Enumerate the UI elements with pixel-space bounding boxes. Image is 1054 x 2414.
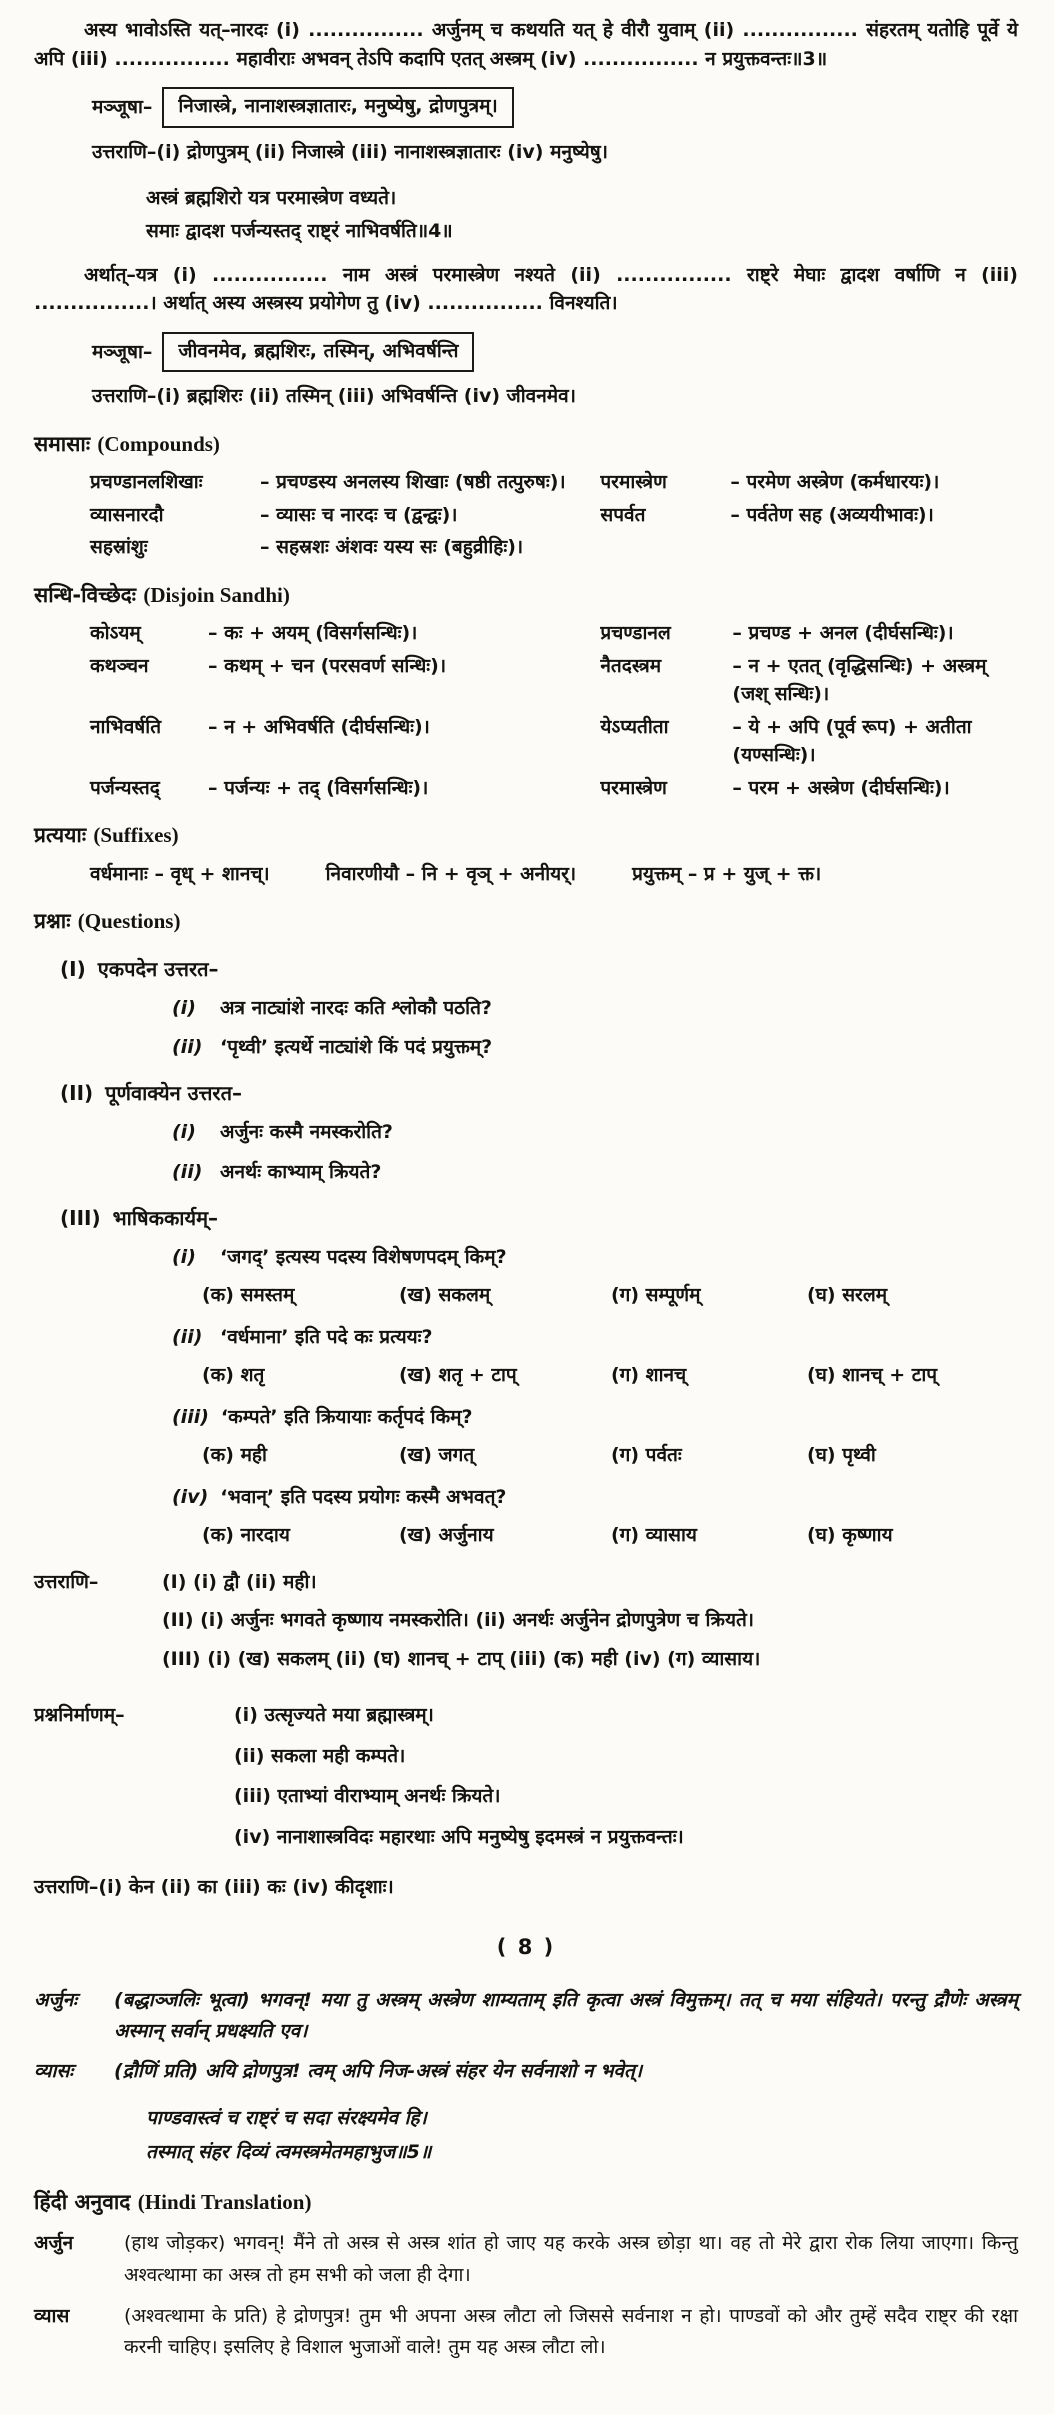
translation-vyasa (34, 2301, 1018, 2364)
manjusha-word-box: निजास्त्रे, नानाशस्त्रज्ञातारः, मनुष्येषु, द्रोणपुत्रम्। (162, 87, 513, 128)
question-item (172, 1242, 1018, 1272)
sandhi-entry (90, 619, 600, 648)
answers-line: (I) (i) द्वौ (ii) मही। (162, 1570, 317, 1593)
option: (क) मही (202, 1444, 267, 1467)
suffix-entry (632, 860, 821, 889)
term: सहस्रांशुः (90, 536, 148, 558)
shloka-4 (146, 182, 1018, 249)
compounds-table (90, 468, 1018, 562)
question-number: (ii) (172, 1160, 203, 1183)
option: (ग) शानच् (611, 1364, 687, 1387)
suffixes-row (90, 860, 1018, 889)
manjusha-row-2 (92, 332, 1018, 373)
group-title: भाषिककार्यम्– (112, 1206, 219, 1231)
table-row (90, 774, 1018, 803)
option: (ग) सम्पूर्णम् (611, 1284, 701, 1307)
heading-devanagari: सन्धि-विच्छेदः (34, 582, 137, 607)
question-formation-line: (iii) एताभ्यां वीराभ्याम् अनर्थः क्रियते। (234, 1785, 501, 1808)
sandhi-entry (600, 713, 1018, 770)
compounds-section-heading (34, 429, 1018, 461)
definition: – कथम् + चन (परसवर्ण सन्धिः)। (208, 654, 447, 677)
heading-devanagari: हिंदी अनुवाद (34, 2189, 131, 2214)
option: (क) समस्तम् (202, 1284, 295, 1307)
heading-devanagari: समासाः (34, 431, 91, 456)
answers-line-2: उत्तराणि–(i) ब्रह्मशिरः (ii) तस्मिन् (iii) अभिवर्षन्ति (iv) जीवनमेव। (92, 385, 576, 407)
option: (घ) कृष्णाय (807, 1524, 893, 1547)
question-text: अर्जुनः कस्मै नमस्करोति? (220, 1121, 393, 1144)
heading-english: (Hindi Translation) (137, 2189, 312, 2214)
term: प्रयुक्तम् (632, 862, 682, 885)
definition: – पर्वतेण सह (अव्ययीभावः)। (730, 503, 934, 526)
compound-entry (90, 468, 600, 497)
hindi-translation-heading (34, 2187, 1018, 2219)
question-number: (i) (172, 1121, 196, 1144)
question-item (172, 1322, 1018, 1352)
term: सपर्वत (600, 503, 646, 526)
option: (ख) जगत् (399, 1444, 475, 1467)
group-number: (III) (60, 1206, 101, 1231)
compound-entry (600, 533, 1018, 562)
option: (क) शतृ (202, 1364, 265, 1387)
question-formation-label: प्रश्ननिर्माणम्– (34, 1704, 125, 1727)
mcq-options (202, 1281, 1018, 1310)
answers-label: उत्तराणि– (34, 1570, 99, 1593)
compound-entry (90, 533, 600, 562)
heading-devanagari: प्रश्नाः (34, 909, 71, 933)
question-text: ‘जगद्’ इत्यस्य पदस्य विशेषणपदम् किम्? (220, 1246, 507, 1269)
sandhi-entry (600, 774, 1018, 803)
definition: – व्यासः च नारदः च (द्वन्द्वः)। (260, 503, 458, 526)
fill-in-paragraph-verse3: अस्य भावोऽस्ति यत्–नारदः (i) ................ अर्जुनम् च कथयति यत् हे वीरौ युवाम् (ii) ................ संहरतम् यतोहि पूर्वे ये अपि (iii) ................ महावीराः अभवन् तेऽपि कदापि एतत् अस्त्रम् (iv) ................ न प्रयुक्तवन्तः॥3॥ (34, 19, 1018, 70)
group-title: पूर्णवाक्येन उत्तरत– (105, 1081, 243, 1106)
table-row (90, 652, 1018, 709)
question-group-heading (60, 1078, 1018, 1108)
term: नाभिवर्षति (90, 715, 162, 738)
speaker-name: व्यासः (34, 2059, 74, 2082)
definition: – परम + अस्त्रेण (दीर्घसन्धिः)। (732, 776, 950, 799)
fill-in-paragraph-meaning: अर्थात्–यत्र (i) ................ नाम अस्त्रं परमास्त्रेण नश्यते (ii) ................ राष्ट्रे मेघाः द्वादश वर्षाणि न (iii) ................। अर्थात् अस्य अस्त्रस्य प्रयोगेण तु (iv) ................ विनश्यति। (34, 263, 1018, 314)
question-group-2 (34, 1078, 1018, 1187)
manjusha-label: मञ्जूषा– (92, 340, 153, 363)
manjusha-row-1 (92, 87, 1018, 128)
question-text: अनर्थः काभ्याम् क्रियते? (220, 1160, 382, 1183)
definition: – परमेण अस्त्रेण (कर्मधारयः)। (730, 471, 940, 493)
group-number: (II) (60, 1081, 94, 1106)
manjusha-word-box: जीवनमेव, ब्रह्मशिरः, तस्मिन्, अभिवर्षन्ति (162, 332, 474, 373)
option: (ख) शतृ + टाप् (399, 1364, 517, 1387)
definition: – प्र + युज् + क्त। (687, 862, 822, 885)
table-row (90, 533, 1018, 562)
group-title: एकपदेन उत्तरत– (97, 956, 219, 981)
question-number: (iv) (172, 1485, 209, 1508)
term: निवारणीयौ (325, 862, 399, 885)
table-row (90, 713, 1018, 770)
sandhi-entry (90, 652, 600, 709)
sandhi-entry (90, 713, 600, 770)
question-text: ‘वर्धमाना’ इति पदे कः प्रत्ययः? (220, 1325, 433, 1348)
mcq-options (202, 1441, 1018, 1470)
suffix-entry (90, 860, 270, 889)
sandhi-entry (600, 619, 1018, 648)
heading-english: (Compounds) (97, 431, 220, 456)
question-item (172, 1402, 1018, 1432)
question-number: (i) (172, 1246, 196, 1269)
question-text: ‘कम्पते’ इति क्रियायाः कर्तृपदं किम्? (220, 1405, 473, 1428)
dialogue-arjuna (34, 1985, 1018, 2046)
option: (घ) पृथ्वी (807, 1444, 876, 1467)
definition: – वृध् + शानच्। (154, 862, 270, 885)
heading-english: (Suffixes) (93, 823, 179, 847)
shloka-line: अस्त्रं ब्रह्मशिरो यत्र परमास्त्रेण वध्यते। (146, 187, 397, 209)
heading-english: (Disjoin Sandhi) (143, 582, 290, 607)
term: प्रचण्डानल (600, 622, 671, 644)
question-number: (ii) (172, 1325, 203, 1348)
shloka-line: पाण्डवास्त्वं च राष्ट्रं च सदा संरक्ष्यमेव हि। (146, 2107, 427, 2130)
question-item (172, 1117, 1018, 1147)
definition: – पर्जन्यः + तद् (विसर्गसन्धिः)। (208, 776, 429, 799)
sandhi-section-heading (34, 580, 1018, 612)
sandhi-table (90, 619, 1018, 802)
question-text: ‘पृथ्वी’ इत्यर्थे नाट्यांशे किं पदं प्रयुक्तम्? (220, 1035, 493, 1058)
question-item (172, 1157, 1018, 1187)
questions-section-heading (34, 906, 1018, 938)
table-row (90, 501, 1018, 530)
definition: – कः + अयम् (विसर्गसन्धिः)। (208, 622, 418, 644)
answers-line: (III) (i) (ख) सकलम् (ii) (घ) शानच् + टाप् (iii) (क) मही (iv) (ग) व्यासाय। (162, 1647, 761, 1670)
term: परमास्त्रेण (600, 471, 667, 493)
definition: – न + एतत् (वृद्धिसन्धिः) + अस्त्रम् (जश् सन्धिः)। (732, 654, 987, 705)
term: प्रचण्डानलशिखाः (90, 471, 203, 493)
definition: – ये + अपि (पूर्व रूप) + अतीता (यण्सन्धिः)। (732, 715, 972, 766)
definition: – नि + वृञ् + अनीयर्। (405, 862, 577, 885)
sandhi-entry (90, 774, 600, 803)
definition: – न + अभिवर्षति (दीर्घसन्धिः)। (208, 715, 430, 738)
answers-lines (162, 1568, 1018, 1684)
definition: – सहस्रशः अंशवः यस्य सः (बहुव्रीहिः)। (260, 536, 524, 558)
answers-line-1: उत्तराणि–(i) द्रोणपुत्रम् (ii) निजास्त्रे (iii) नानाशस्त्रज्ञातारः (iv) मनुष्येषु। (92, 140, 608, 163)
page-number: ( 8 ) (496, 1934, 556, 1959)
shloka-line: समाः द्वादश पर्जन्यस्तद् राष्ट्रं नाभिवर्षति॥4॥ (146, 220, 453, 243)
table-row (90, 619, 1018, 648)
question-number: (i) (172, 996, 196, 1019)
translation-text: (अश्वत्थामा के प्रति) हे द्रोणपुत्र! तुम भी अपना अस्त्र लौटा लो जिससे सर्वनाश न हो। पाण्डवों को और तुम्हें सदैव राष्ट्र की रक्षा करनी चाहिए। इसलिए हे विशाल भुजाओं वाले! तुम यह अस्त्र लौटा लो। (124, 2304, 1018, 2359)
question-formation-line: (iv) नानाशास्त्रविदः महारथाः अपि मनुष्येषु इदमस्त्रं न प्रयुक्तवन्तः। (234, 1825, 684, 1848)
mcq-options (202, 1361, 1018, 1390)
question-formation-line: (ii) सकला मही कम्पते। (234, 1744, 406, 1767)
option: (ख) सकलम् (399, 1284, 491, 1307)
term: कोऽयम् (90, 622, 141, 644)
heading-english: (Questions) (77, 909, 181, 933)
suffixes-section-heading (34, 820, 1018, 852)
term: नैतदस्त्रम (600, 654, 662, 677)
option: (ग) व्यासाय (611, 1524, 697, 1547)
table-row (90, 468, 1018, 497)
speaker-name: अर्जुनः (34, 1989, 77, 2012)
question-number: (ii) (172, 1035, 203, 1058)
manjusha-label: मञ्जूषा– (92, 96, 153, 118)
term: येऽप्यतीता (600, 715, 669, 738)
option: (ग) पर्वतः (611, 1444, 682, 1467)
question-formation-line: (i) उत्सृज्यते मया ब्रह्मास्त्रम्। (234, 1704, 434, 1727)
question-item (172, 1482, 1018, 1512)
shloka-line: तस्मात् संहर दिव्यं त्वमस्त्रमेतमहाभुज॥5॥ (146, 2140, 432, 2163)
term: पर्जन्यस्तद् (90, 776, 160, 799)
dialogue-text: (द्रौणिं प्रति) अयि द्रोणपुत्र! त्वम् अपि निज-अस्त्रं संहर येन सर्वनाशो न भवेत्। (114, 2059, 643, 2082)
definition: – प्रचण्डस्य अनलस्य शिखाः (षष्ठी तत्पुरुषः)। (260, 471, 566, 493)
option: (घ) सरलम् (807, 1284, 888, 1307)
term: कथञ्चन (90, 654, 149, 677)
question-group-1 (34, 954, 1018, 1063)
question-formation-lines (234, 1701, 1018, 1863)
sandhi-entry (600, 652, 1018, 709)
answers-line: (II) (i) अर्जुनः भगवते कृष्णाय नमस्करोति। (ii) अनर्थः अर्जुनेन द्रोणपुत्रेण च क्रियते। (162, 1609, 755, 1632)
question-group-heading (60, 954, 1018, 984)
question-text: ‘भवान्’ इति पदस्य प्रयोगः कस्मै अभवत्? (220, 1485, 507, 1508)
question-formation-block (34, 1701, 1018, 1863)
translation-text: (हाथ जोड़कर) भगवन्! मैंने तो अस्त्र से अस्त्र शांत हो जाए यह करके अस्त्र छोड़ा था। वह तो मेरे द्वारा रोक लिया जाएगा। किन्तु अश्वत्थामा का अस्त्र तो हम सभी को जला ही देगा। (124, 2232, 1018, 2286)
mcq-options (202, 1521, 1018, 1550)
question-item (172, 993, 1018, 1023)
option: (ख) अर्जुनाय (399, 1524, 494, 1547)
heading-devanagari: प्रत्ययाः (34, 823, 87, 847)
answers-line-final: उत्तराणि–(i) केन (ii) का (iii) कः (iv) कीदृशाः। (34, 1876, 394, 1899)
question-group-heading (60, 1203, 1018, 1233)
compound-entry (90, 501, 600, 530)
dialogue-vyasa (34, 2056, 1018, 2086)
compound-entry (600, 468, 1018, 497)
answers-block (34, 1568, 1018, 1684)
question-group-3 (34, 1203, 1018, 1550)
group-number: (I) (60, 956, 86, 981)
suffix-entry (326, 860, 576, 889)
question-item (172, 1032, 1018, 1062)
term (600, 533, 730, 562)
dialogue-text: (बद्धाञ्जलिः भूत्वा) भगवन्! मया तु अस्त्रम् अस्त्रेण शाम्यताम् इति कृत्वा अस्त्रं विमुक्तम्। तत् च मया संहियते। परन्तु द्रौणेः अस्त्रम् अस्मान् सर्वान् प्रधक्ष्यति एव। (114, 1989, 1018, 2042)
option: (घ) शानच् + टाप् (807, 1364, 938, 1387)
translation-arjuna (34, 2228, 1018, 2291)
compound-entry (600, 501, 1018, 530)
speaker-name: अर्जुन (34, 2232, 74, 2255)
option: (क) नारदाय (202, 1524, 290, 1547)
definition: – प्रचण्ड + अनल (दीर्घसन्धिः)। (732, 622, 954, 644)
term: व्यासनारदौ (90, 503, 164, 526)
question-number: (iii) (172, 1405, 209, 1428)
speaker-name: व्यास (34, 2304, 70, 2327)
question-text: अत्र नाट्यांशे नारदः कति श्लोकौ पठति? (220, 996, 492, 1019)
shloka-5 (146, 2102, 1018, 2169)
term: परमास्त्रेण (600, 776, 667, 799)
term: वर्धमानाः (90, 862, 148, 885)
